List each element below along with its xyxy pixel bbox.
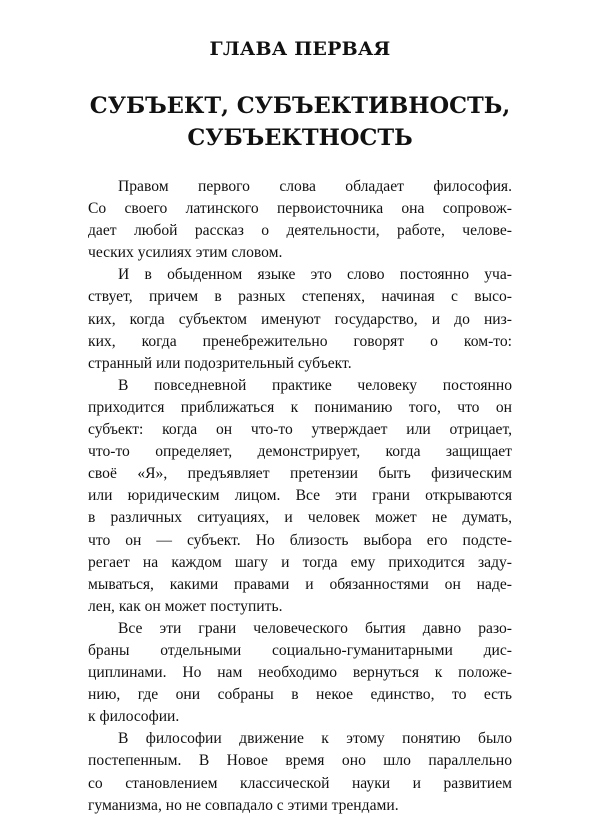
text-line: в различных ситуациях, и человек может не думать, <box>88 509 512 527</box>
text-line: что он — субъект. Но близость выбора его подсте- <box>88 531 512 549</box>
text-line: к философии. <box>88 708 180 726</box>
text-line: лен, как он может поступить. <box>88 597 283 615</box>
text-line: нию, где они собраны в некое единство, то есть <box>88 686 512 704</box>
text-line: циплинами. Но нам необходимо вернуться к положе- <box>88 664 512 682</box>
text-line: ческих усилиях этим словом. <box>88 244 283 262</box>
text-line: В философии движение к этому понятию было <box>118 730 512 748</box>
text-line: В повседневной практике человеку постоянно <box>118 376 512 394</box>
chapter-label: ГЛАВА ПЕРВАЯ <box>209 38 391 60</box>
text-line: со становлением классической науки и развитием <box>88 774 512 792</box>
text-line: субъект: когда он что-то утверждает или отрицает, <box>88 421 512 439</box>
text-line: ствует, причем в разных степенях, начиная с высо- <box>88 288 512 306</box>
text-line: Все эти грани человеческого бытия давно разо- <box>118 619 512 637</box>
text-line: своё «Я», предъявляет претензии быть физическим <box>88 465 512 483</box>
text-line: регает на каждом шагу и тогда ему приходится заду- <box>88 553 512 571</box>
text-line: гуманизма, но не совпадало с этими трендами. <box>88 796 399 814</box>
paragraph-4 <box>88 618 512 728</box>
text-line: что-то определяет, демонстрирует, когда защищает <box>88 443 512 461</box>
text-line: постепенным. В Новое время оно шло параллельно <box>88 752 512 770</box>
paragraph-5 <box>88 728 512 816</box>
paragraph-3 <box>88 375 512 618</box>
text-line: мываться, какими правами и обязанностями он наде- <box>88 575 512 593</box>
paragraph-1 <box>88 176 512 264</box>
text-line: странный или подозрительный субъект. <box>88 354 352 372</box>
chapter-title-line: СУБЪЕКТНОСТЬ <box>187 125 413 151</box>
text-line: И в обыденном языке это слово постоянно уча- <box>118 266 512 284</box>
text-line: Со своего латинского первоисточника она сопровож- <box>88 200 512 218</box>
text-line: дает любой рассказ о деятельности, работе, челове- <box>88 222 512 240</box>
text-line: приходится приближаться к пониманию того, что он <box>88 398 512 416</box>
text-line: или юридическим лицом. Все эти грани открываются <box>88 487 512 505</box>
text-line: Правом первого слова обладает философия. <box>118 178 512 195</box>
chapter-title-line: СУБЪЕКТ, СУБЪЕКТИВНОСТЬ, <box>89 93 511 119</box>
body-text <box>88 176 512 817</box>
text-line: ких, когда субъектом именуют государство, и до низ- <box>88 310 512 328</box>
text-line: ких, когда пренебрежительно говорят о ком-то: <box>88 332 512 350</box>
chapter-title <box>0 90 600 154</box>
paragraph-2 <box>88 264 512 374</box>
text-line: браны отдельными социально-гуманитарными дис- <box>88 641 512 659</box>
